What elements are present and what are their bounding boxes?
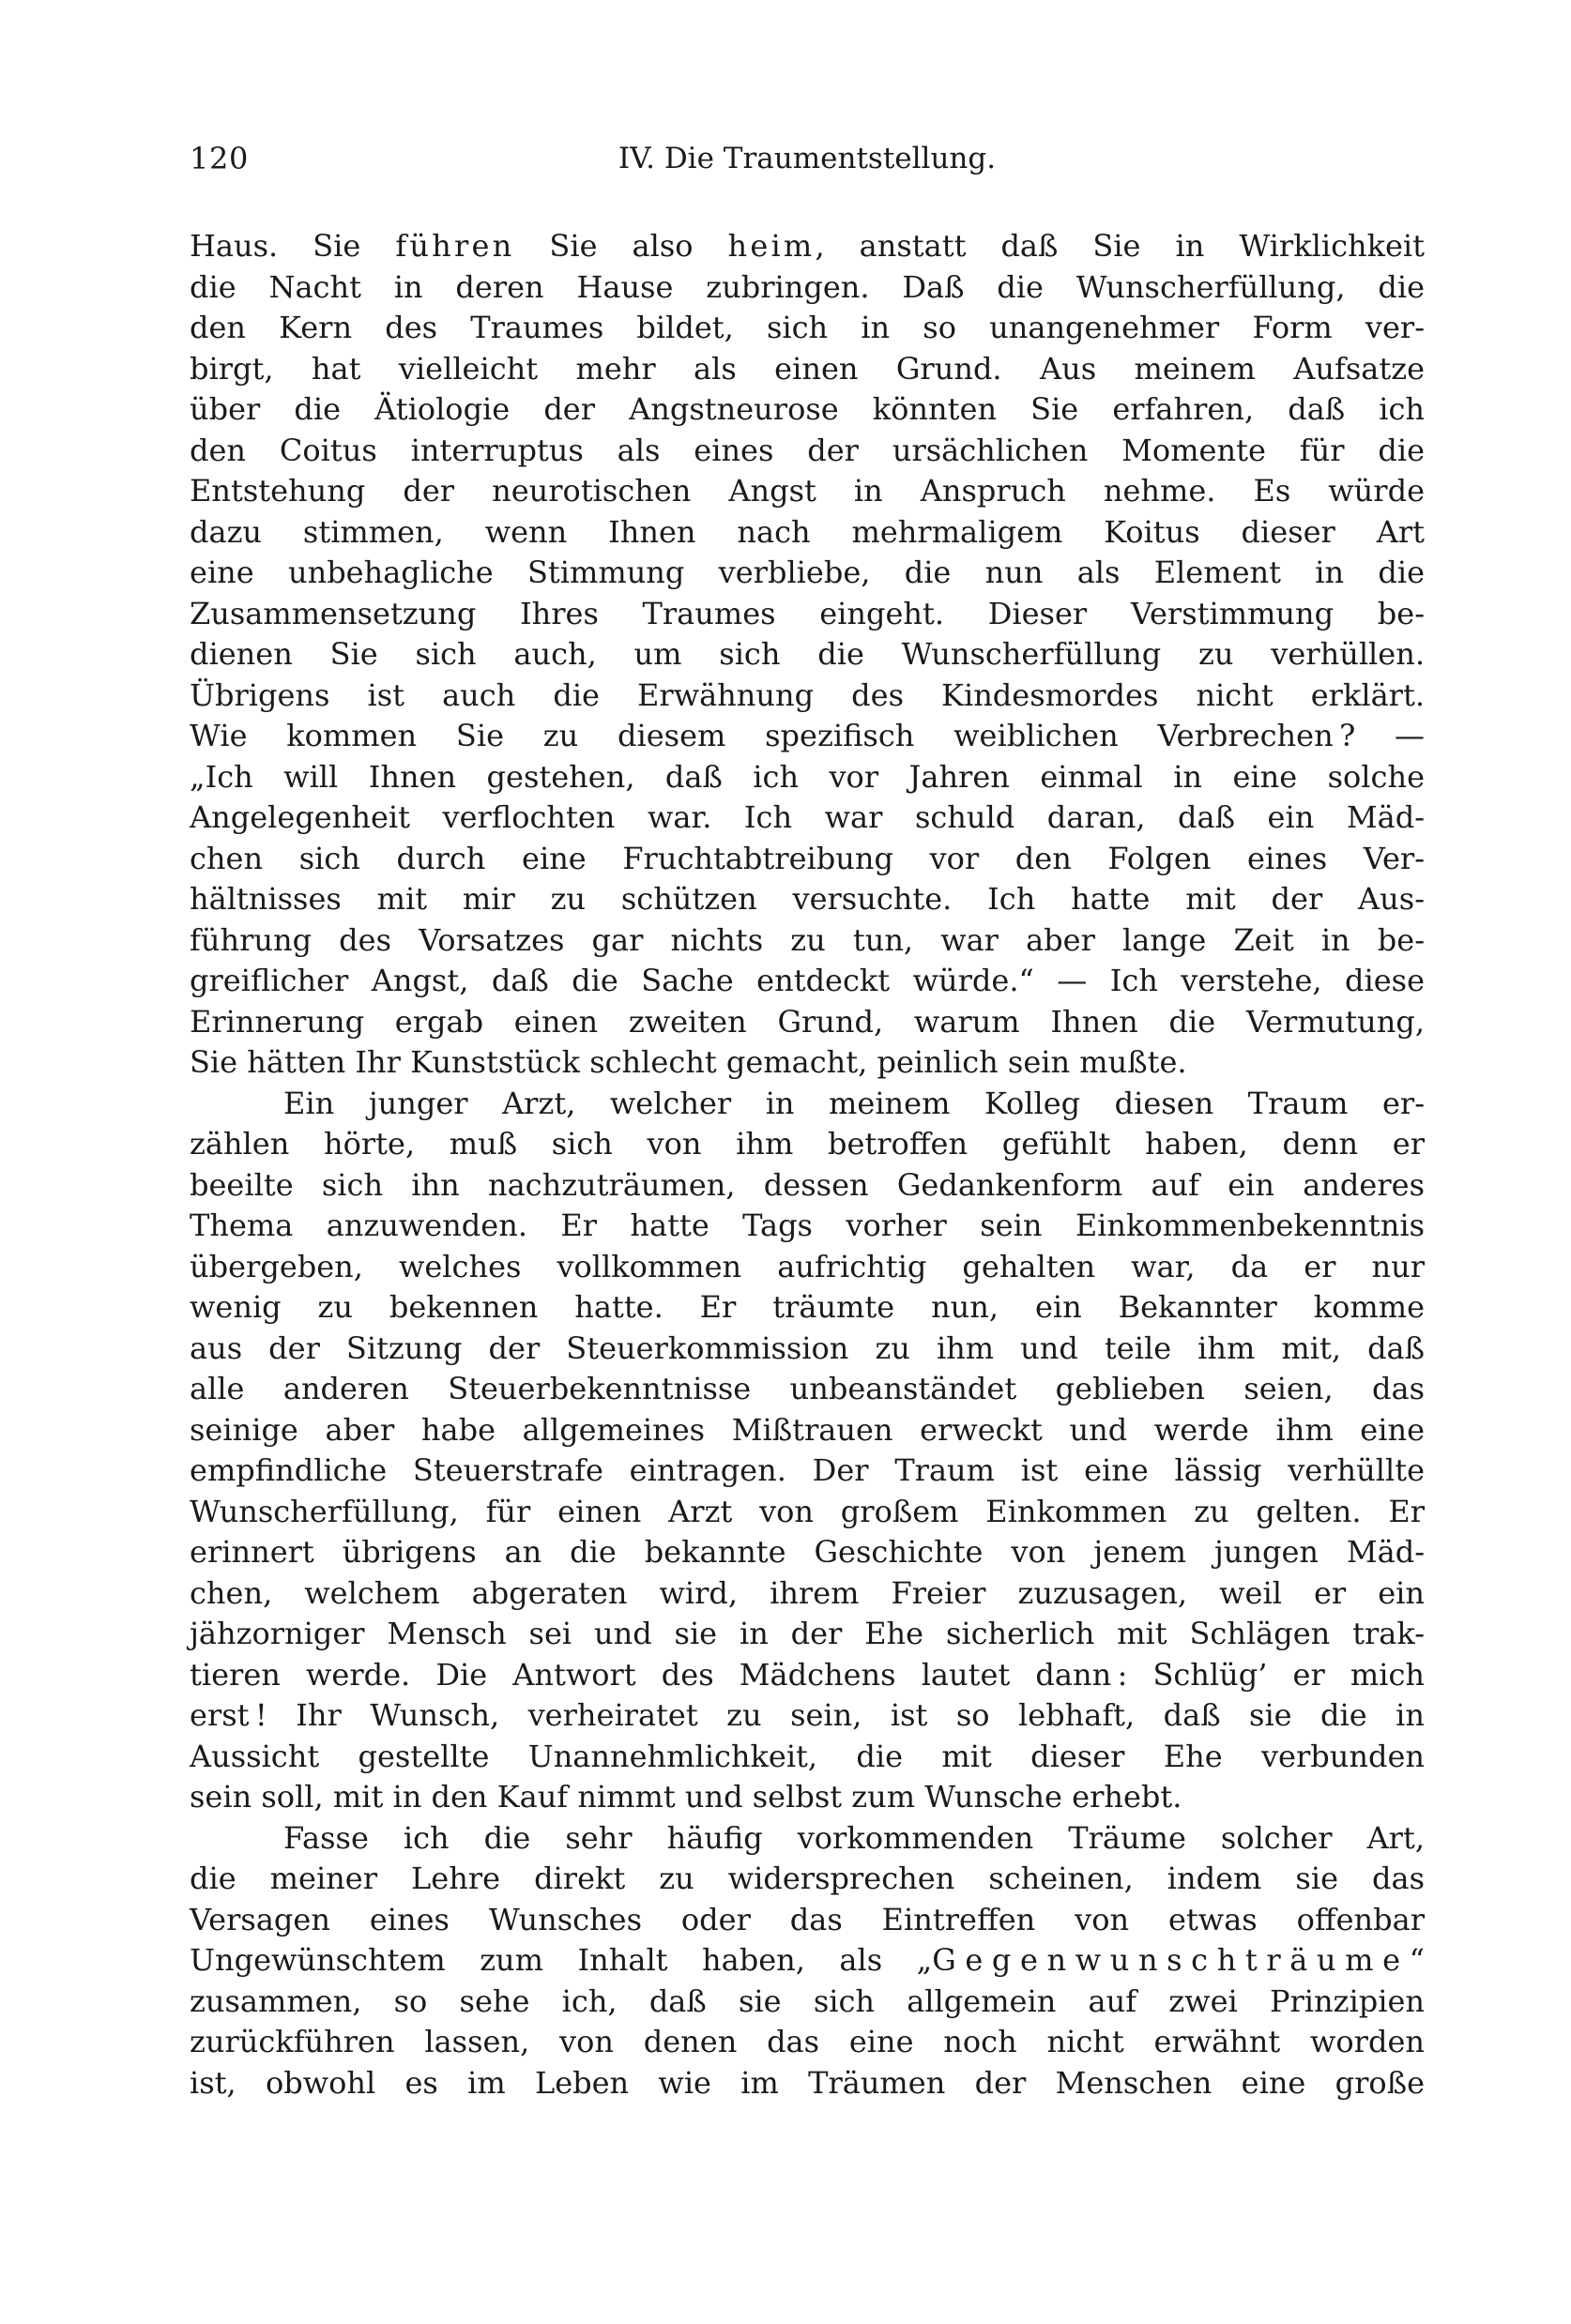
text-segment: “ bbox=[1409, 1942, 1425, 1978]
text-segment: erinnert übrigens an die bekannte Geschichte von jenem jungen Mäd- bbox=[190, 1534, 1425, 1570]
text-segment: Übrigens ist auch die Erwähnung des Kindesmordes nicht erklärt. bbox=[190, 676, 1425, 713]
text-line bbox=[190, 797, 1425, 839]
text-segment: den Kern des Traumes bildet, sich in so unangenehmer Form ver- bbox=[190, 310, 1425, 345]
text-line bbox=[190, 1532, 1425, 1573]
text-segment: dienen Sie sich auch, um sich die Wunscherfüllung zu verhüllen. bbox=[190, 636, 1425, 672]
text-line bbox=[190, 1777, 1425, 1818]
text-segment: Haus. Sie bbox=[190, 228, 396, 264]
text-line bbox=[190, 839, 1425, 880]
page-text bbox=[190, 226, 1425, 2104]
chapter-heading: IV. Die Traumentstellung. bbox=[618, 142, 997, 175]
text-line bbox=[190, 716, 1425, 757]
text-line bbox=[190, 1818, 1425, 1860]
text-segment: „Ich will Ihnen gestehen, daß ich vor Jahren einmal in eine solche bbox=[190, 758, 1425, 795]
text-line bbox=[190, 1369, 1425, 1410]
text-segment: Sie hätten Ihr Kunststück schlecht gemacht, peinlich sein mußte. bbox=[190, 1044, 1187, 1080]
text-line bbox=[190, 226, 1425, 267]
page-number: 120 bbox=[190, 141, 249, 176]
text-line bbox=[190, 1247, 1425, 1288]
text-line bbox=[190, 512, 1425, 554]
text-segment: ist, obwohl es im Leben wie im Träumen der Menschen eine große bbox=[190, 2064, 1425, 2101]
text-segment: Erinnerung ergab einen zweiten Grund, warum Ihnen die Vermutung, bbox=[190, 1003, 1425, 1040]
text-line bbox=[190, 1410, 1425, 1451]
text-segment: hältnisses mit mir zu schützen versuchte. Ich hatte mit der Aus- bbox=[190, 881, 1425, 917]
text-segment: chen, welchem abgeraten wird, ihrem Freier zuzusagen, weil er ein bbox=[190, 1574, 1425, 1611]
text-segment: erst ! Ihr Wunsch, verheiratet zu sein, ist so lebhaft, daß sie die in bbox=[190, 1697, 1425, 1733]
text-line bbox=[190, 1737, 1425, 1778]
text-line bbox=[190, 2063, 1425, 2104]
text-segment: alle anderen Steuerbekenntnisse unbeanständet geblieben seien, das bbox=[190, 1371, 1425, 1406]
text-segment: greiflicher Angst, daß die Sache entdeckt würde.“ — Ich verstehe, diese bbox=[190, 963, 1425, 998]
text-line bbox=[190, 757, 1425, 798]
text-segment: zurückführen lassen, von denen das eine noch nicht erwähnt worden bbox=[190, 2024, 1425, 2059]
text-segment: beeilte sich ihn nachzuträumen, dessen Gedankenform auf ein anderes bbox=[190, 1166, 1425, 1203]
text-line bbox=[190, 1002, 1425, 1043]
text-segment: jähzorniger Mensch sei und sie in der Ehe sicherlich mit Schlägen trak- bbox=[190, 1616, 1425, 1651]
text-segment: birgt, hat vielleicht mehr als einen Grund. Aus meinem Aufsatze bbox=[190, 350, 1425, 387]
text-line bbox=[190, 2022, 1425, 2063]
text-line bbox=[190, 594, 1425, 635]
text-segment: Entstehung der neurotischen Angst in Anspruch nehme. Es würde bbox=[190, 473, 1425, 509]
text-segment: Sie also bbox=[514, 228, 728, 264]
text-segment: übergeben, welches vollkommen aufrichtig gehalten war, da er nur bbox=[190, 1248, 1425, 1284]
text-line bbox=[190, 1042, 1425, 1084]
text-segment: eine unbehagliche Stimmung verbliebe, die nun als Element in die bbox=[190, 554, 1425, 590]
text-segment: Wie kommen Sie zu diesem spezifisch weiblichen Verbrechen ? — bbox=[190, 718, 1425, 753]
text-segment: Aussicht gestellte Unannehmlichkeit, die mit dieser Ehe verbunden bbox=[190, 1738, 1425, 1774]
text-segment: den Coitus interruptus als eines der ursächlichen Momente für die bbox=[190, 432, 1425, 468]
text-segment: Zusammensetzung Ihres Traumes eingeht. Dieser Verstimmung be- bbox=[190, 595, 1425, 631]
text-segment: Fasse ich die sehr häufig vorkommenden Träume solcher Art, bbox=[283, 1819, 1425, 1856]
text-line bbox=[190, 1982, 1425, 2023]
text-line bbox=[190, 1695, 1425, 1737]
text-segment: die Nacht in deren Hause zubringen. Daß die Wunscherfüllung, die bbox=[190, 268, 1425, 305]
text-line bbox=[190, 961, 1425, 1002]
text-line bbox=[190, 1329, 1425, 1370]
text-segment: Ein junger Arzt, welcher in meinem Kolleg diesen Traum er- bbox=[283, 1085, 1425, 1121]
text-line bbox=[190, 1655, 1425, 1696]
text-line bbox=[190, 1124, 1425, 1165]
text-segment: zusammen, so sehe ich, daß sie sich allgemein auf zwei Prinzipien bbox=[190, 1982, 1425, 2019]
text-line bbox=[190, 1492, 1425, 1533]
text-segment: Wunscherfüllung, für einen Arzt von großem Einkommen zu gelten. Er bbox=[190, 1493, 1425, 1529]
text-line bbox=[190, 1573, 1425, 1615]
text-segment: Thema anzuwenden. Er hatte Tags vorher sein Einkommenbekenntnis bbox=[190, 1208, 1425, 1243]
text-line bbox=[190, 1940, 1425, 1982]
text-segment: tieren werde. Die Antwort des Mädchens lautet dann : Schlüg’ er mich bbox=[190, 1656, 1425, 1693]
text-line bbox=[190, 553, 1425, 594]
text-segment: , anstatt daß Sie in Wirklichkeit bbox=[815, 228, 1426, 264]
text-segment: aus der Sitzung der Steuerkommission zu ihm und teile ihm mit, daß bbox=[190, 1329, 1425, 1366]
text-line bbox=[190, 1165, 1425, 1207]
text-segment: sein soll, mit in den Kauf nimmt und selbst zum Wunsche erhebt. bbox=[190, 1779, 1182, 1815]
text-segment: seinige aber habe allgemeines Mißtrauen erweckt und werde ihm eine bbox=[190, 1411, 1425, 1448]
text-line bbox=[190, 389, 1425, 431]
text-line bbox=[190, 471, 1425, 512]
text-line bbox=[190, 1287, 1425, 1329]
text-segment: führung des Vorsatzes gar nichts zu tun, war aber lange Zeit in be- bbox=[190, 921, 1425, 958]
text-line bbox=[190, 920, 1425, 962]
text-line bbox=[190, 676, 1425, 717]
text-segment: über die Ätiologie der Angstneurose könnten Sie erfahren, daß ich bbox=[190, 391, 1425, 427]
text-line bbox=[190, 1206, 1425, 1247]
emphasized-text: Gegenwunschträume bbox=[932, 1942, 1410, 1978]
text-segment: empfindliche Steuerstrafe eintragen. Der Traum ist eine lässig verhüllte bbox=[190, 1452, 1425, 1488]
text-segment: Versagen eines Wunsches oder das Eintreffen von etwas offenbar bbox=[190, 1901, 1425, 1937]
text-line bbox=[190, 267, 1425, 309]
text-line bbox=[190, 1900, 1425, 1941]
text-segment: wenig zu bekennen hatte. Er träumte nun, ein Bekannter komme bbox=[190, 1289, 1425, 1325]
text-segment: Angelegenheit verflochten war. Ich war schuld daran, daß ein Mäd- bbox=[190, 799, 1425, 835]
text-segment: zählen hörte, muß sich von ihm betroffen gefühlt haben, denn er bbox=[190, 1126, 1425, 1162]
emphasized-text: heim bbox=[727, 228, 816, 264]
text-line bbox=[190, 349, 1425, 390]
text-segment: Ungewünschtem zum Inhalt haben, als „ bbox=[190, 1942, 933, 1978]
text-line bbox=[190, 308, 1425, 349]
text-line bbox=[190, 431, 1425, 472]
emphasized-text: führen bbox=[395, 228, 515, 264]
text-line bbox=[190, 1084, 1425, 1125]
text-segment: dazu stimmen, wenn Ihnen nach mehrmaligem Koitus dieser Art bbox=[190, 513, 1425, 550]
text-segment: die meiner Lehre direkt zu widersprechen scheinen, indem sie das bbox=[190, 1861, 1425, 1896]
text-line bbox=[190, 1451, 1425, 1492]
text-line bbox=[190, 634, 1425, 676]
text-segment: chen sich durch eine Fruchtabtreibung vor den Folgen eines Ver- bbox=[190, 840, 1425, 876]
text-line bbox=[190, 1859, 1425, 1900]
text-line bbox=[190, 1614, 1425, 1655]
text-line bbox=[190, 879, 1425, 920]
